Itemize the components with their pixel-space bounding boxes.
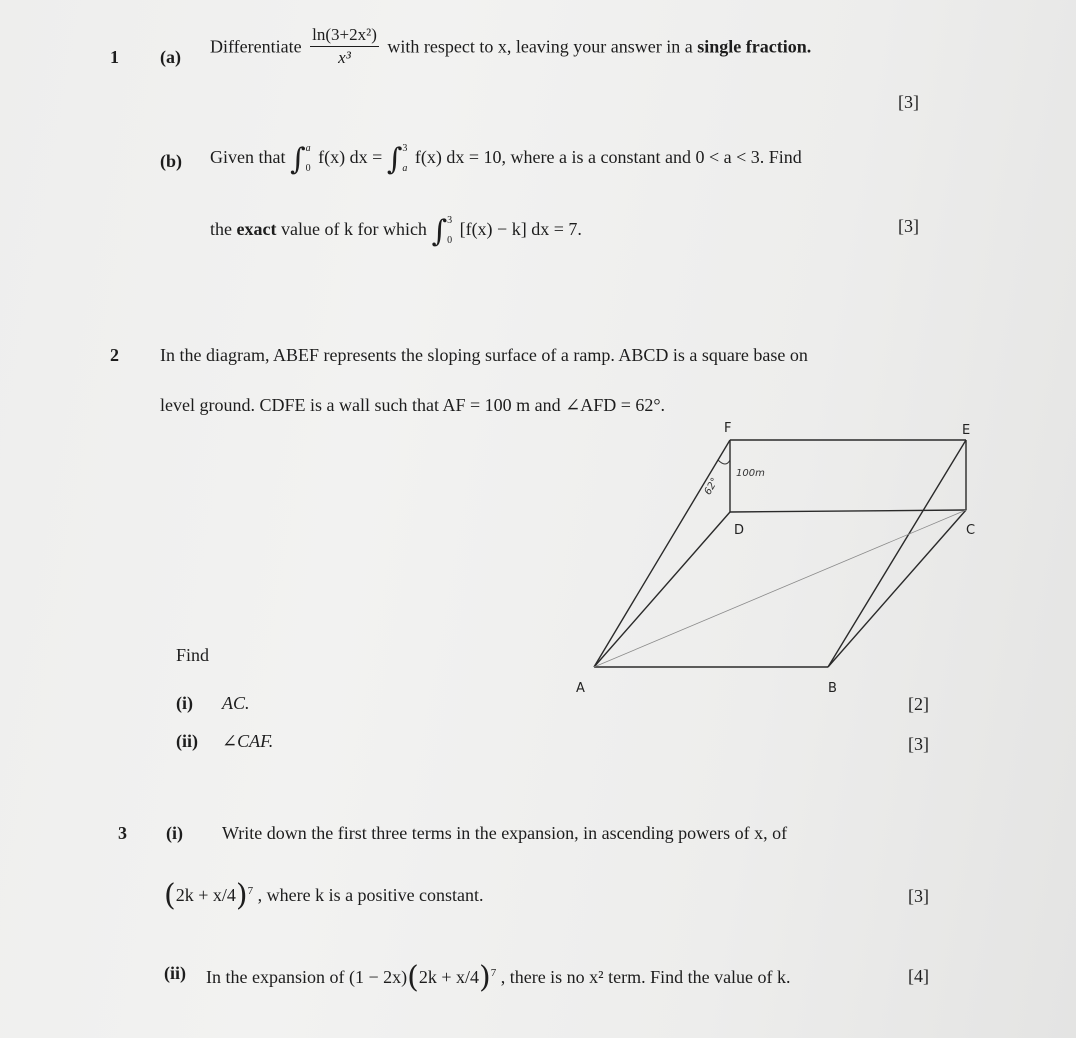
edge-DC — [730, 510, 966, 512]
q3ii-power: 7 — [490, 967, 497, 979]
integral-limits: a 0 — [305, 142, 311, 174]
question-number-2: 2 — [110, 345, 119, 365]
integral-sign-icon: ∫ — [289, 142, 306, 177]
handwritten-length: 100m — [736, 468, 765, 479]
edge-AF — [594, 440, 730, 667]
q1a-marks: [3] — [898, 92, 919, 112]
q1a-label: (a) — [160, 47, 181, 67]
q1b-integral-2: f(x) dx = 10, — [414, 147, 507, 167]
q1b-line2-before: the — [210, 219, 232, 239]
angle-arc-icon — [718, 460, 730, 464]
q3i-text2: , where k is a positive constant. — [257, 885, 484, 905]
q3ii-text-before: In the expansion of — [206, 967, 345, 987]
q3i-power: 7 — [247, 885, 254, 897]
ramp-diagram — [560, 410, 1000, 700]
edge-BE — [828, 440, 966, 667]
edge-AC — [594, 510, 966, 667]
label-E: E — [962, 423, 971, 438]
integral-sign-icon: ∫ — [431, 214, 448, 249]
label-D: D — [734, 523, 745, 538]
q3ii-expr1: (1 − 2x) — [348, 967, 408, 987]
q1b-line1 — [210, 142, 802, 177]
q1b-text-1: Given that — [210, 147, 286, 167]
q3i-expression-line — [164, 878, 484, 913]
label-A: A — [576, 681, 585, 696]
q1a-denominator: x³ — [338, 48, 351, 67]
q1a-fraction — [310, 25, 379, 68]
q3i-marks: [3] — [908, 886, 929, 906]
open-paren-icon: ( — [164, 878, 176, 913]
q3ii-text-after: , there is no x² term. Find the value of k. — [500, 967, 791, 987]
close-paren-icon: ) — [235, 878, 248, 913]
q2-find: Find — [176, 645, 210, 665]
q2-line1: In the diagram, ABEF represents the sloping surface of a ramp. ABCD is a square base on — [160, 345, 808, 365]
q3ii-label: (ii) — [164, 963, 186, 983]
q1b-line2 — [210, 214, 582, 249]
edge-BC — [828, 510, 966, 667]
q1a-statement — [210, 25, 811, 68]
label-B: B — [828, 681, 837, 696]
q3ii-marks: [4] — [908, 966, 929, 986]
q1b-line2-bold: exact — [236, 219, 277, 239]
q1a-numerator: ln(3+2x²) — [310, 25, 379, 47]
q3i-label: (i) — [166, 823, 183, 843]
q1b-text-2: where a is a constant and 0 < a < 3. Find — [510, 147, 802, 167]
question-number-1: 1 — [110, 47, 119, 67]
q1a-bold-text: single fraction. — [697, 36, 812, 57]
q2i-label: (i) — [176, 693, 193, 713]
label-F: F — [724, 421, 732, 436]
integral-limits: 3 a — [402, 142, 408, 174]
edge-AD — [594, 512, 730, 667]
close-paren-icon: ) — [478, 960, 491, 995]
q1b-integral-3: [f(x) − k] dx = 7. — [459, 219, 582, 239]
q2ii-text: ∠CAF. — [222, 731, 274, 751]
q2-line2: level ground. CDFE is a wall such that AF = 100 m and ∠AFD = 62°. — [160, 395, 666, 415]
q3i-expression: 2k + x/4 — [175, 885, 236, 905]
q1a-text-after: with respect to x, leaving your answer in a — [387, 36, 693, 57]
handwritten-angle: 62° — [702, 476, 721, 497]
q3ii-expr2: 2k + x/4 — [418, 967, 479, 987]
q1b-line2-after: value of k for which — [280, 219, 427, 239]
q2ii-label: (ii) — [176, 731, 198, 751]
q1a-text-before: Differentiate — [210, 36, 302, 57]
q2i-text: AC. — [222, 693, 250, 713]
integral-sign-icon: ∫ — [386, 142, 403, 177]
q2ii-marks: [3] — [908, 734, 929, 754]
q1b-label: (b) — [160, 151, 182, 171]
integral-limits: 3 0 — [447, 214, 453, 246]
q1b-integral-1: f(x) dx = — [318, 147, 383, 167]
q3ii-statement — [206, 960, 791, 995]
open-paren-icon: ( — [407, 960, 419, 995]
question-number-3: 3 — [118, 823, 127, 843]
q3i-text: Write down the first three terms in the expansion, in ascending powers of x, of — [222, 823, 788, 843]
q2i-marks: [2] — [908, 694, 929, 714]
q1b-marks: [3] — [898, 216, 919, 236]
label-C: C — [966, 523, 976, 538]
